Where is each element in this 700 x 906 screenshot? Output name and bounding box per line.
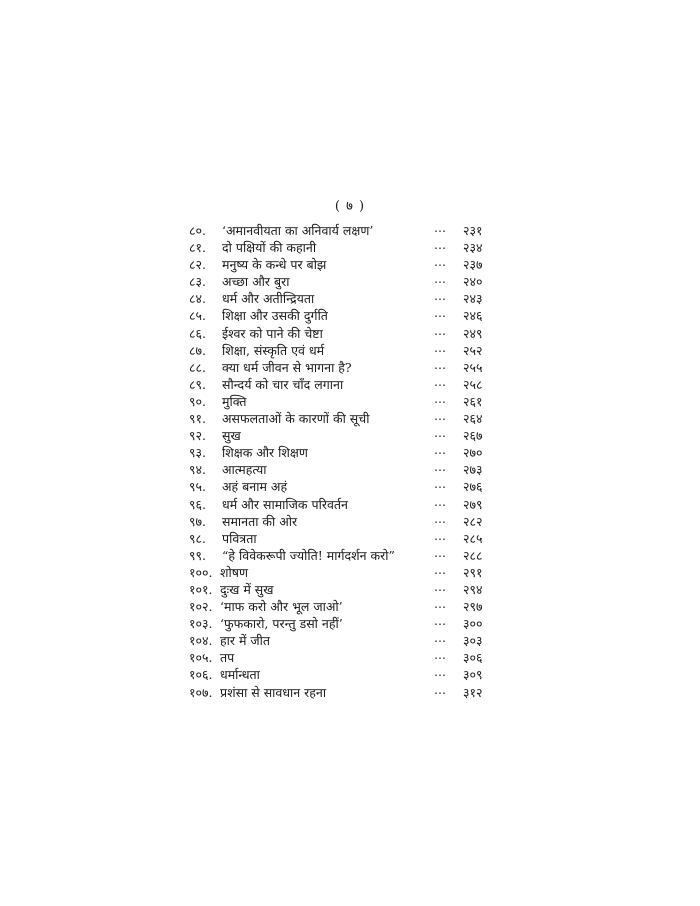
- toc-entry: [0, 444, 700, 461]
- dot-leader: …: [434, 340, 447, 355]
- chapter-page-number: ३१२: [463, 684, 483, 700]
- chapter-page-number: २७०: [463, 445, 483, 461]
- chapter-title: सुख: [222, 428, 241, 444]
- chapter-number: १०२.: [189, 599, 213, 615]
- toc-entry: [0, 684, 700, 701]
- toc-entry: [0, 393, 700, 410]
- dot-leader: …: [434, 579, 447, 594]
- dot-leader: …: [434, 648, 447, 663]
- table-of-contents: [0, 222, 700, 701]
- chapter-page-number: २४६: [463, 308, 483, 324]
- dot-leader: …: [434, 545, 447, 560]
- chapter-page-number: २८५: [463, 530, 483, 546]
- chapter-number: ९८.: [189, 530, 206, 546]
- chapter-page-number: २५५: [463, 359, 483, 375]
- toc-entry: [0, 530, 700, 547]
- dot-leader: …: [434, 409, 447, 424]
- chapter-page-number: २९४: [463, 581, 483, 597]
- chapter-page-number: २६७: [463, 428, 483, 444]
- chapter-title: मुक्ति: [222, 393, 247, 409]
- chapter-number: ९६.: [189, 496, 206, 512]
- chapter-number: ८४.: [189, 291, 206, 307]
- dot-leader: …: [434, 374, 447, 389]
- chapter-title: प्रशंसा से सावधान रहना: [220, 684, 327, 700]
- chapter-number: १०६.: [189, 667, 213, 683]
- chapter-number: ९५.: [189, 479, 206, 495]
- chapter-number: १०३.: [189, 616, 213, 632]
- dot-leader: …: [434, 443, 447, 458]
- toc-entry: [0, 342, 700, 359]
- chapter-title: ‘फुफकारो, परन्तु डसो नहीं’: [220, 616, 343, 632]
- chapter-page-number: २५८: [463, 376, 483, 392]
- dot-leader: …: [434, 494, 447, 509]
- toc-entry: [0, 598, 700, 615]
- chapter-title: धर्म और सामाजिक परिवर्तन: [222, 496, 348, 512]
- dot-leader: …: [434, 221, 447, 235]
- toc-entry: [0, 410, 700, 427]
- toc-entry: [0, 256, 700, 273]
- chapter-title: क्या धर्म जीवन से भागना है?: [222, 359, 352, 375]
- chapter-title: धर्मान्धता: [220, 667, 260, 683]
- chapter-title: आत्महत्या: [222, 462, 267, 478]
- chapter-title: धर्म और अतीन्द्रियता: [222, 291, 315, 307]
- chapter-page-number: २३४: [463, 240, 483, 256]
- chapter-page-number: २८८: [463, 547, 483, 563]
- toc-entry: [0, 547, 700, 564]
- page-number: ( ७ ): [334, 199, 366, 214]
- chapter-title: “हे विवेकरूपी ज्योति! मार्गदर्शन करो”: [222, 547, 395, 563]
- toc-entry: [0, 564, 700, 581]
- chapter-page-number: २८२: [463, 513, 483, 529]
- dot-leader: …: [434, 289, 447, 304]
- dot-leader: …: [434, 511, 447, 526]
- chapter-number: ९३.: [189, 445, 206, 461]
- dot-leader: …: [434, 357, 447, 372]
- chapter-page-number: ३०३: [463, 633, 483, 649]
- dot-leader: …: [434, 682, 447, 697]
- chapter-title: शिक्षक और शिक्षण: [222, 445, 308, 461]
- chapter-page-number: २३१: [463, 223, 483, 238]
- dot-leader: …: [434, 631, 447, 646]
- dot-leader: …: [434, 477, 447, 492]
- chapter-page-number: २९७: [463, 599, 483, 615]
- chapter-page-number: ३०९: [463, 667, 483, 683]
- toc-entry: [0, 376, 700, 393]
- dot-leader: …: [434, 426, 447, 441]
- dot-leader: …: [434, 528, 447, 543]
- chapter-number: ८०.: [189, 223, 206, 238]
- chapter-page-number: २७३: [463, 462, 483, 478]
- dot-leader: …: [434, 614, 447, 629]
- chapter-number: ८५.: [189, 308, 206, 324]
- dot-leader: …: [434, 562, 447, 577]
- toc-entry: [0, 649, 700, 666]
- chapter-number: ९९.: [189, 547, 206, 563]
- chapter-title: समानता की ओर: [222, 513, 298, 529]
- chapter-number: ९०.: [189, 393, 206, 409]
- dot-leader: …: [434, 391, 447, 406]
- chapter-number: १०४.: [189, 633, 213, 649]
- chapter-page-number: २३७: [463, 257, 483, 273]
- dot-leader: …: [434, 255, 447, 270]
- chapter-title: ईश्वर को पाने की चेष्टा: [222, 325, 323, 341]
- chapter-title: ‘माफ करो और भूल जाओ’: [220, 599, 343, 615]
- chapter-page-number: २७६: [463, 479, 483, 495]
- chapter-page-number: २५२: [463, 342, 483, 358]
- chapter-number: १०७.: [189, 684, 213, 700]
- toc-entry: [0, 632, 700, 649]
- chapter-page-number: २९१: [463, 564, 483, 580]
- chapter-title: सौन्दर्य को चार चाँद लगाना: [222, 376, 344, 392]
- chapter-title: शिक्षा और उसकी दुर्गति: [222, 308, 328, 324]
- chapter-number: १०५.: [189, 650, 213, 666]
- dot-leader: …: [434, 665, 447, 680]
- chapter-title: शोषण: [220, 564, 249, 580]
- toc-entry: [0, 222, 700, 239]
- toc-entry: [0, 239, 700, 256]
- chapter-number: ८१.: [189, 240, 206, 256]
- toc-entry: [0, 478, 700, 495]
- chapter-number: ९४.: [189, 462, 206, 478]
- chapter-title: हार में जीत: [220, 633, 271, 649]
- chapter-number: ८८.: [189, 359, 206, 375]
- dot-leader: …: [434, 238, 447, 253]
- chapter-number: ८२.: [189, 257, 206, 273]
- toc-entry: [0, 496, 700, 513]
- chapter-page-number: २४३: [463, 291, 483, 307]
- toc-entry: [0, 290, 700, 307]
- chapter-title: पवित्रता: [222, 530, 257, 546]
- toc-entry: [0, 307, 700, 324]
- dot-leader: …: [434, 460, 447, 475]
- chapter-number: ८७.: [189, 342, 206, 358]
- dot-leader: …: [434, 323, 447, 338]
- chapter-page-number: २६१: [463, 393, 483, 409]
- toc-entry: [0, 461, 700, 478]
- chapter-number: ८६.: [189, 325, 206, 341]
- chapter-title: ‘अमानवीयता का अनिवार्य लक्षण’: [222, 223, 374, 238]
- dot-leader: …: [434, 306, 447, 321]
- toc-entry: [0, 273, 700, 290]
- chapter-page-number: ३०६: [463, 650, 483, 666]
- chapter-number: ९७.: [189, 513, 206, 529]
- dot-leader: …: [434, 597, 447, 612]
- chapter-number: ८३.: [189, 274, 206, 290]
- chapter-number: ९२.: [189, 428, 206, 444]
- chapter-title: अच्छा और बुरा: [222, 274, 290, 290]
- chapter-number: ८९.: [189, 376, 206, 392]
- toc-entry: [0, 666, 700, 683]
- chapter-page-number: २४०: [463, 274, 483, 290]
- toc-entry: [0, 615, 700, 632]
- toc-entry: [0, 427, 700, 444]
- chapter-title: तप: [220, 650, 235, 666]
- chapter-number: १००.: [189, 564, 213, 580]
- chapter-page-number: ३००: [463, 616, 483, 632]
- toc-entry: [0, 513, 700, 530]
- chapter-title: मनुष्य के कन्धे पर बोझ: [222, 257, 327, 273]
- chapter-number: ९१.: [189, 411, 206, 427]
- chapter-page-number: २४९: [463, 325, 483, 341]
- toc-entry: [0, 359, 700, 376]
- chapter-page-number: २६४: [463, 411, 483, 427]
- toc-entry: [0, 581, 700, 598]
- chapter-number: १०१.: [189, 581, 213, 597]
- chapter-title: दो पक्षियों की कहानी: [222, 240, 317, 256]
- chapter-title: अहं बनाम अहं: [222, 479, 288, 495]
- chapter-title: शिक्षा, संस्कृति एवं धर्म: [222, 342, 325, 358]
- dot-leader: …: [434, 272, 447, 287]
- chapter-page-number: २७९: [463, 496, 483, 512]
- chapter-title: असफलताओं के कारणों की सूची: [222, 411, 370, 427]
- toc-entry: [0, 325, 700, 342]
- chapter-title: दुःख में सुख: [220, 581, 274, 597]
